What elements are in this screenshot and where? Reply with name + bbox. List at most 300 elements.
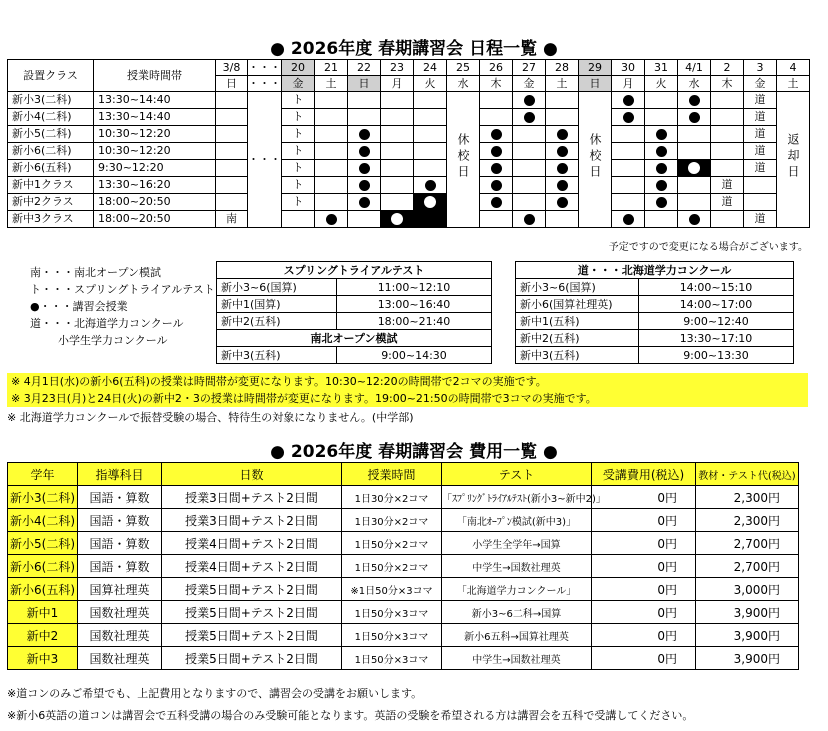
class-cell — [645, 143, 678, 160]
date-header: 28 — [546, 60, 579, 76]
schedule-row — [8, 177, 810, 194]
class-name: 新小6(五科) — [8, 160, 94, 177]
date-header: 29 — [579, 60, 612, 76]
empty-cell — [216, 177, 248, 194]
empty-cell — [711, 160, 744, 177]
concours-cell — [744, 211, 777, 228]
concours-time: 14:00~17:00 — [639, 296, 794, 313]
lesson-dot — [557, 163, 568, 174]
class-cell — [645, 194, 678, 211]
class-name: 新中3クラス — [8, 211, 94, 228]
day-header: 木 — [480, 76, 513, 92]
empty-cell — [381, 109, 414, 126]
fee-subject: 国語・算数 — [78, 555, 162, 578]
empty-cell — [546, 211, 579, 228]
fee-test: 中学生→国数社理英 — [442, 647, 592, 670]
col-time-header: 授業時間帯 — [94, 60, 216, 92]
empty-cell — [315, 194, 348, 211]
fee-time: 1日50分×2コマ — [342, 532, 442, 555]
fee-days: 授業5日間+テスト2日間 — [162, 647, 342, 670]
concours-mark: 道 — [721, 178, 733, 191]
day-header: 金 — [513, 76, 546, 92]
fee-grade: 新小5(二科) — [8, 532, 78, 555]
spring-cls: 新中1(国算) — [217, 296, 337, 313]
lesson-dot — [623, 112, 634, 123]
class-cell — [645, 160, 678, 177]
fee-time: 1日30分×2コマ — [342, 509, 442, 532]
date-header: 25 — [447, 60, 480, 76]
concours-title: 道・・・北海道学力コンクール — [516, 262, 794, 279]
fee-material: 2,700円 — [696, 555, 799, 578]
concours-cell — [744, 109, 777, 126]
class-cell — [678, 92, 711, 109]
trial-mark: ト — [292, 144, 304, 157]
fee-material: 3,900円 — [696, 624, 799, 647]
lesson-dot — [557, 197, 568, 208]
fee-row — [8, 532, 799, 555]
skip-column — [248, 92, 282, 228]
fee-test: 新小3~6二科→国算 — [442, 601, 592, 624]
empty-cell — [612, 126, 645, 143]
fee-grade: 新中2 — [8, 624, 78, 647]
concours-cell — [711, 177, 744, 194]
fee-days: 授業5日間+テスト2日間 — [162, 624, 342, 647]
lesson-dot — [524, 214, 535, 225]
empty-cell — [216, 92, 248, 109]
date-header: 31 — [645, 60, 678, 76]
empty-cell — [480, 211, 513, 228]
legend-to: ト・・・スプリングトライアルテスト — [30, 283, 215, 296]
empty-cell — [216, 143, 248, 160]
legend-do2: 小学生学力コンクール — [58, 334, 168, 347]
empty-cell — [381, 126, 414, 143]
day-header: 月 — [381, 76, 414, 92]
class-cell — [513, 109, 546, 126]
class-cell — [414, 177, 447, 194]
fee-days: 授業5日間+テスト2日間 — [162, 601, 342, 624]
concours-cell — [744, 160, 777, 177]
trial-cell — [282, 194, 315, 211]
day-header: 土 — [546, 76, 579, 92]
empty-cell — [216, 160, 248, 177]
empty-cell — [678, 194, 711, 211]
return-day — [777, 92, 810, 228]
lesson-dot — [689, 95, 700, 106]
lesson-dot — [656, 146, 667, 157]
lesson-dot — [359, 197, 370, 208]
class-time: 18:00~20:50 — [94, 194, 216, 211]
empty-cell — [348, 211, 381, 228]
trial-cell — [282, 126, 315, 143]
empty-cell — [513, 126, 546, 143]
class-cell — [612, 109, 645, 126]
fee-subject: 国算社理英 — [78, 578, 162, 601]
concours-cls: 新中1(五科) — [516, 313, 639, 330]
lesson-dot — [689, 214, 700, 225]
concours-cls: 新小6(国算社理英) — [516, 296, 639, 313]
empty-cell — [414, 126, 447, 143]
nanboku-time: 9:00~14:30 — [337, 347, 492, 364]
lesson-dot — [491, 129, 502, 140]
schedule-row — [8, 143, 810, 160]
fee-days: 授業5日間+テスト2日間 — [162, 578, 342, 601]
date-header: 22 — [348, 60, 381, 76]
class-cell — [480, 177, 513, 194]
trial-mark: ト — [292, 110, 304, 123]
closed-day — [579, 92, 612, 228]
fee-title: ● 2026年度 春期講習会 費用一覧 ● — [270, 442, 558, 462]
lesson-dot — [359, 146, 370, 157]
fee-material: 2,300円 — [696, 486, 799, 509]
class-cell — [348, 194, 381, 211]
concours-cell — [744, 126, 777, 143]
fee-test: 「ｽﾌﾟﾘﾝｸﾞﾄﾗｲｱﾙﾃｽﾄ(新小3~新中2)」 — [442, 486, 592, 509]
empty-cell — [216, 194, 248, 211]
fee-grade: 新小6(五科) — [8, 578, 78, 601]
empty-cell — [315, 177, 348, 194]
fee-amount: 0円 — [592, 486, 696, 509]
trial-cell — [282, 92, 315, 109]
notice-plain: ※ 北海道学力コンクールで振替受験の場合、特待生の対象になりません。(中学部) — [7, 411, 414, 424]
day-header: 日 — [348, 76, 381, 92]
lesson-dot — [688, 162, 700, 174]
fee-material: 2,700円 — [696, 532, 799, 555]
lesson-dot — [524, 95, 535, 106]
legend-do: 道・・・北海道学力コンクール — [30, 317, 184, 330]
notice-yellow-1: ※ 4月1日(水)の新小6(五科)の授業は時間帯が変更になります。10:30~12:20の時間帯で2コマの実施です。 — [7, 373, 808, 390]
schedule-row — [8, 160, 810, 177]
fee-time: 1日50分×3コマ — [342, 601, 442, 624]
day-header: 日 — [216, 76, 248, 92]
class-cell — [348, 126, 381, 143]
fee-material: 3,900円 — [696, 647, 799, 670]
class-cell — [612, 211, 645, 228]
class-cell — [546, 160, 579, 177]
day-header: 土 — [315, 76, 348, 92]
empty-cell — [744, 177, 777, 194]
schedule-row — [8, 109, 810, 126]
empty-cell — [480, 109, 513, 126]
concours-cell — [744, 92, 777, 109]
empty-cell — [678, 126, 711, 143]
lesson-dot — [557, 146, 568, 157]
empty-cell — [711, 126, 744, 143]
day-header: 日 — [579, 76, 612, 92]
day-header: 水 — [678, 76, 711, 92]
empty-cell — [513, 194, 546, 211]
lesson-dot — [524, 112, 535, 123]
fee-grade: 新小6(二科) — [8, 555, 78, 578]
fee-header: 授業時間 — [342, 463, 442, 486]
class-name: 新中1クラス — [8, 177, 94, 194]
class-cell — [546, 143, 579, 160]
fee-material: 2,300円 — [696, 509, 799, 532]
fee-material: 3,000円 — [696, 578, 799, 601]
class-name: 新中2クラス — [8, 194, 94, 211]
empty-cell — [645, 211, 678, 228]
class-cell — [480, 126, 513, 143]
date-header: 23 — [381, 60, 414, 76]
fee-test: 小学生全学年→国算 — [442, 532, 592, 555]
fee-grade: 新中1 — [8, 601, 78, 624]
empty-cell — [612, 194, 645, 211]
lesson-dot — [491, 146, 502, 157]
fee-row — [8, 555, 799, 578]
concours-cell — [744, 143, 777, 160]
fee-row — [8, 486, 799, 509]
spring-test-table — [216, 261, 492, 364]
empty-cell — [513, 177, 546, 194]
empty-cell — [381, 177, 414, 194]
class-name: 新小3(二科) — [8, 92, 94, 109]
empty-cell — [315, 126, 348, 143]
ellipsis: ・・・ — [248, 152, 281, 166]
fee-grade: 新小4(二科) — [8, 509, 78, 532]
fee-amount: 0円 — [592, 509, 696, 532]
empty-cell — [282, 211, 315, 228]
nanboku-title: 南北オープン模試 — [217, 330, 492, 347]
class-cell — [348, 160, 381, 177]
empty-cell — [711, 143, 744, 160]
concours-time: 9:00~13:30 — [639, 347, 794, 364]
lesson-dot — [359, 129, 370, 140]
fee-days: 授業4日間+テスト2日間 — [162, 555, 342, 578]
class-cell — [480, 143, 513, 160]
empty-cell — [678, 177, 711, 194]
fee-amount: 0円 — [592, 578, 696, 601]
lesson-dot — [359, 180, 370, 191]
class-cell — [645, 177, 678, 194]
date-header: 26 — [480, 60, 513, 76]
date-header: 20 — [282, 60, 315, 76]
fee-row — [8, 578, 799, 601]
class-cell — [414, 211, 447, 228]
trial-mark: ト — [292, 195, 304, 208]
empty-cell — [546, 109, 579, 126]
fee-days: 授業3日間+テスト2日間 — [162, 486, 342, 509]
class-cell — [678, 211, 711, 228]
concours-table — [515, 261, 794, 364]
trial-cell — [282, 109, 315, 126]
empty-cell — [711, 92, 744, 109]
col-class-header: 設置クラス — [8, 60, 94, 92]
date-header: 27 — [513, 60, 546, 76]
fee-amount: 0円 — [592, 555, 696, 578]
lesson-dot — [557, 129, 568, 140]
empty-cell — [414, 109, 447, 126]
lesson-dot — [491, 180, 502, 191]
concours-mark: 道 — [754, 161, 766, 174]
empty-cell — [711, 109, 744, 126]
empty-cell — [480, 92, 513, 109]
empty-cell — [381, 92, 414, 109]
day-header: 火 — [414, 76, 447, 92]
fee-subject: 国語・算数 — [78, 509, 162, 532]
closed-label: 休校日 — [588, 133, 602, 181]
legend-nan: 南・・・南北オープン模試 — [30, 266, 162, 279]
concours-mark: 道 — [754, 110, 766, 123]
empty-cell — [645, 109, 678, 126]
trial-mark: ト — [292, 178, 304, 191]
schedule-note: 予定ですので変更になる場合がございます。 — [608, 242, 808, 253]
empty-cell — [216, 126, 248, 143]
lesson-dot — [491, 197, 502, 208]
schedule-title: ● 2026年度 春期講習会 日程一覧 ● — [270, 39, 558, 59]
empty-cell — [315, 160, 348, 177]
date-header: 24 — [414, 60, 447, 76]
date-header: 4 — [777, 60, 810, 76]
empty-cell — [216, 109, 248, 126]
fee-amount: 0円 — [592, 647, 696, 670]
concours-mark: 道 — [754, 212, 766, 225]
empty-cell — [315, 109, 348, 126]
empty-cell — [612, 177, 645, 194]
class-cell — [645, 126, 678, 143]
fee-header: 受講費用(税込) — [592, 463, 696, 486]
fee-subject: 国語・算数 — [78, 486, 162, 509]
fee-subject: 国数社理英 — [78, 624, 162, 647]
fee-time: 1日30分×2コマ — [342, 486, 442, 509]
schedule-row — [8, 92, 810, 109]
class-time: 13:30~14:40 — [94, 92, 216, 109]
empty-cell — [348, 109, 381, 126]
concours-mark: 道 — [754, 127, 766, 140]
class-time: 13:30~16:20 — [94, 177, 216, 194]
empty-cell — [315, 143, 348, 160]
lesson-dot — [359, 163, 370, 174]
lesson-dot — [424, 196, 436, 208]
empty-cell — [678, 143, 711, 160]
empty-cell — [513, 160, 546, 177]
class-cell — [348, 143, 381, 160]
fee-row — [8, 624, 799, 647]
lesson-dot — [656, 197, 667, 208]
spring-time: 13:00~16:40 — [337, 296, 492, 313]
concours-mark: 道 — [754, 93, 766, 106]
footer-note-2: ※新小6英語の道コンは講習会で五科受講の場合のみ受験可能となります。英語の受験を希望される方は講習会を五科で受講してください。 — [7, 709, 694, 722]
day-header: 木 — [711, 76, 744, 92]
class-cell — [546, 177, 579, 194]
date-header: ・・・ — [248, 61, 281, 74]
lesson-dot — [326, 214, 337, 225]
fee-days: 授業3日間+テスト2日間 — [162, 509, 342, 532]
spring-time: 11:00~12:10 — [337, 279, 492, 296]
empty-cell — [348, 92, 381, 109]
day-header: 水 — [447, 76, 480, 92]
date-header: 2 — [711, 60, 744, 76]
fee-amount: 0円 — [592, 601, 696, 624]
fee-amount: 0円 — [592, 624, 696, 647]
class-cell — [513, 92, 546, 109]
date-header: 30 — [612, 60, 645, 76]
footer-note-1: ※道コンのみご希望でも、上記費用となりますので、講習会の受講をお願いします。 — [7, 687, 423, 700]
spring-cls: 新小3~6(国算) — [217, 279, 337, 296]
day-header: ・・・ — [248, 77, 281, 90]
lesson-dot — [491, 163, 502, 174]
fee-header: テスト — [442, 463, 592, 486]
spring-cls: 新中2(五科) — [217, 313, 337, 330]
lesson-dot — [689, 112, 700, 123]
fee-amount: 0円 — [592, 532, 696, 555]
fee-header: 学年 — [8, 463, 78, 486]
class-cell — [678, 109, 711, 126]
trial-mark: ト — [292, 127, 304, 140]
fee-test: 中学生→国数社理英 — [442, 555, 592, 578]
lesson-dot — [656, 129, 667, 140]
fee-header: 指導科目 — [78, 463, 162, 486]
day-header: 土 — [777, 76, 810, 92]
schedule-row — [8, 194, 810, 211]
fee-test: 新小6五科→国算社理英 — [442, 624, 592, 647]
fee-material: 3,900円 — [696, 601, 799, 624]
fee-time: 1日50分×3コマ — [342, 624, 442, 647]
day-header: 金 — [282, 76, 315, 92]
class-cell — [546, 126, 579, 143]
fee-subject: 国数社理英 — [78, 601, 162, 624]
lesson-dot — [656, 163, 667, 174]
fee-header: 教材・テスト代(税込) — [696, 463, 799, 486]
class-name: 新小6(二科) — [8, 143, 94, 160]
trial-cell — [282, 143, 315, 160]
empty-cell — [315, 92, 348, 109]
day-header: 火 — [645, 76, 678, 92]
concours-cls: 新小3~6(国算) — [516, 279, 639, 296]
class-cell — [315, 211, 348, 228]
empty-cell — [744, 194, 777, 211]
concours-cls: 新中3(五科) — [516, 347, 639, 364]
empty-cell — [513, 143, 546, 160]
legend-dot: ●・・・講習会授業 — [30, 300, 128, 313]
class-cell — [612, 92, 645, 109]
spring-time: 18:00~21:40 — [337, 313, 492, 330]
concours-mark: 道 — [721, 195, 733, 208]
closed-label: 休校日 — [456, 133, 470, 181]
schedule-table — [7, 59, 810, 228]
spring-title: スプリングトライアルテスト — [217, 262, 492, 279]
closed-day — [447, 92, 480, 228]
class-cell — [348, 177, 381, 194]
lesson-dot — [623, 214, 634, 225]
return-label: 返却日 — [786, 133, 800, 181]
lesson-dot — [557, 180, 568, 191]
trial-cell — [282, 160, 315, 177]
concours-time: 14:00~15:10 — [639, 279, 794, 296]
fee-test: 「北海道学力コンクール」 — [442, 578, 592, 601]
lesson-dot — [623, 95, 634, 106]
empty-cell — [711, 211, 744, 228]
class-cell — [546, 194, 579, 211]
nanboku-cell — [216, 211, 248, 228]
nanboku-cls: 新中3(五科) — [217, 347, 337, 364]
lesson-dot — [425, 180, 436, 191]
empty-cell — [414, 92, 447, 109]
class-cell — [480, 160, 513, 177]
empty-cell — [414, 160, 447, 177]
day-header: 金 — [744, 76, 777, 92]
class-cell — [480, 194, 513, 211]
fee-subject: 国数社理英 — [78, 647, 162, 670]
empty-cell — [612, 160, 645, 177]
date-header: 3/8 — [216, 60, 248, 76]
class-time: 10:30~12:20 — [94, 126, 216, 143]
fee-header: 日数 — [162, 463, 342, 486]
schedule-row — [8, 126, 810, 143]
concours-mark: 道 — [754, 144, 766, 157]
empty-cell — [612, 143, 645, 160]
class-name: 新小4(二科) — [8, 109, 94, 126]
lesson-dot — [391, 213, 403, 225]
trial-mark: ト — [292, 161, 304, 174]
